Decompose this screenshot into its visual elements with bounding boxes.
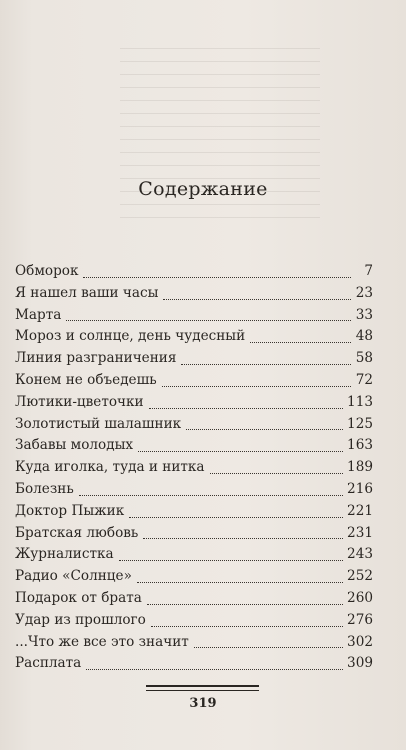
- dot-leader: [143, 538, 343, 539]
- toc-entry: [15, 634, 373, 656]
- toc-entry-page: 7: [364, 263, 373, 279]
- dot-leader: [149, 408, 343, 409]
- toc-entry-title: Радио «Солнце»: [15, 568, 132, 585]
- dot-leader: [129, 517, 343, 518]
- dot-leader: [151, 626, 343, 627]
- toc-entry-title: Подарок от брата: [15, 589, 142, 606]
- table-of-contents: [15, 263, 373, 677]
- toc-entry: [15, 481, 373, 503]
- toc-entry-page: 252: [347, 568, 373, 585]
- toc-entry-title: ...Что же все это значит: [15, 633, 189, 650]
- toc-entry-title: Конем не объедешь: [15, 371, 157, 388]
- dot-leader: [181, 364, 351, 365]
- dot-leader: [250, 342, 351, 343]
- toc-entry: [15, 263, 373, 285]
- toc-entry: [15, 416, 373, 438]
- dot-leader: [79, 495, 343, 496]
- toc-entry-page: 243: [347, 546, 373, 563]
- toc-entry-title: Забавы молодых: [15, 437, 134, 454]
- toc-entry-page: 260: [347, 589, 373, 606]
- toc-entry: [15, 568, 373, 590]
- toc-entry-title: Доктор Пыжик: [15, 502, 125, 519]
- toc-entry: [15, 328, 373, 350]
- toc-entry-page: 33: [355, 306, 373, 323]
- toc-entry-title: Марта: [15, 306, 62, 323]
- toc-entry: [15, 525, 373, 547]
- toc-entry-title: Журналистка: [15, 546, 114, 563]
- toc-entry: [15, 503, 373, 525]
- toc-entry-title: Линия разграничения: [15, 350, 177, 367]
- dot-leader: [147, 604, 343, 605]
- dot-leader: [83, 277, 351, 278]
- toc-entry: [15, 307, 373, 329]
- toc-entry-title: Куда иголка, туда и нитка: [15, 459, 205, 476]
- toc-entry-page: 216: [347, 480, 373, 497]
- dot-leader: [163, 299, 351, 300]
- footer-rule-thin: [146, 690, 259, 691]
- toc-entry: [15, 350, 373, 372]
- dot-leader: [66, 320, 351, 321]
- toc-entry: [15, 590, 373, 612]
- dot-leader: [194, 647, 343, 648]
- toc-entry-title: Болезнь: [15, 480, 74, 497]
- toc-entry-title: Я нашел ваши часы: [15, 284, 159, 301]
- dot-leader: [162, 386, 351, 387]
- dot-leader: [86, 669, 343, 670]
- toc-entry-page: 23: [355, 284, 373, 301]
- toc-entry: [15, 459, 373, 481]
- toc-entry-title: Расплата: [15, 655, 82, 672]
- toc-entry-page: 113: [347, 393, 373, 410]
- toc-entry-page: 189: [347, 459, 373, 476]
- page-title: Содержание: [138, 178, 268, 200]
- toc-entry-title: Братская любовь: [15, 524, 139, 541]
- toc-entry-page: 48: [355, 328, 373, 345]
- dot-leader: [138, 451, 343, 452]
- toc-entry: [15, 285, 373, 307]
- show-through-text: [120, 40, 320, 230]
- toc-entry: [15, 612, 373, 634]
- dot-leader: [119, 560, 343, 561]
- toc-entry: [15, 372, 373, 394]
- toc-entry: [15, 437, 373, 459]
- footer-rule-thick: [146, 685, 259, 687]
- toc-entry-page: 58: [355, 350, 373, 367]
- toc-entry-page: 309: [347, 655, 373, 672]
- toc-entry-title: Лютики-цветочки: [15, 393, 144, 410]
- toc-entry: [15, 655, 373, 677]
- dot-leader: [210, 473, 344, 474]
- dot-leader: [137, 582, 343, 583]
- toc-entry-page: 231: [347, 524, 373, 541]
- toc-entry: [15, 546, 373, 568]
- toc-entry-title: Мороз и солнце, день чудесный: [15, 328, 246, 345]
- toc-entry-page: 302: [347, 633, 373, 650]
- page-number: 319: [189, 696, 217, 711]
- toc-entry-page: 163: [347, 437, 373, 454]
- toc-entry-page: 72: [355, 371, 373, 388]
- toc-entry-title: Удар из прошлого: [15, 611, 146, 628]
- toc-entry-title: Золотистый шалашник: [15, 415, 182, 432]
- toc-entry-page: 276: [347, 611, 373, 628]
- toc-entry-page: 125: [347, 415, 373, 432]
- toc-entry-title: Обморок: [15, 263, 79, 279]
- toc-entry: [15, 394, 373, 416]
- dot-leader: [186, 429, 343, 430]
- toc-entry-page: 221: [347, 502, 373, 519]
